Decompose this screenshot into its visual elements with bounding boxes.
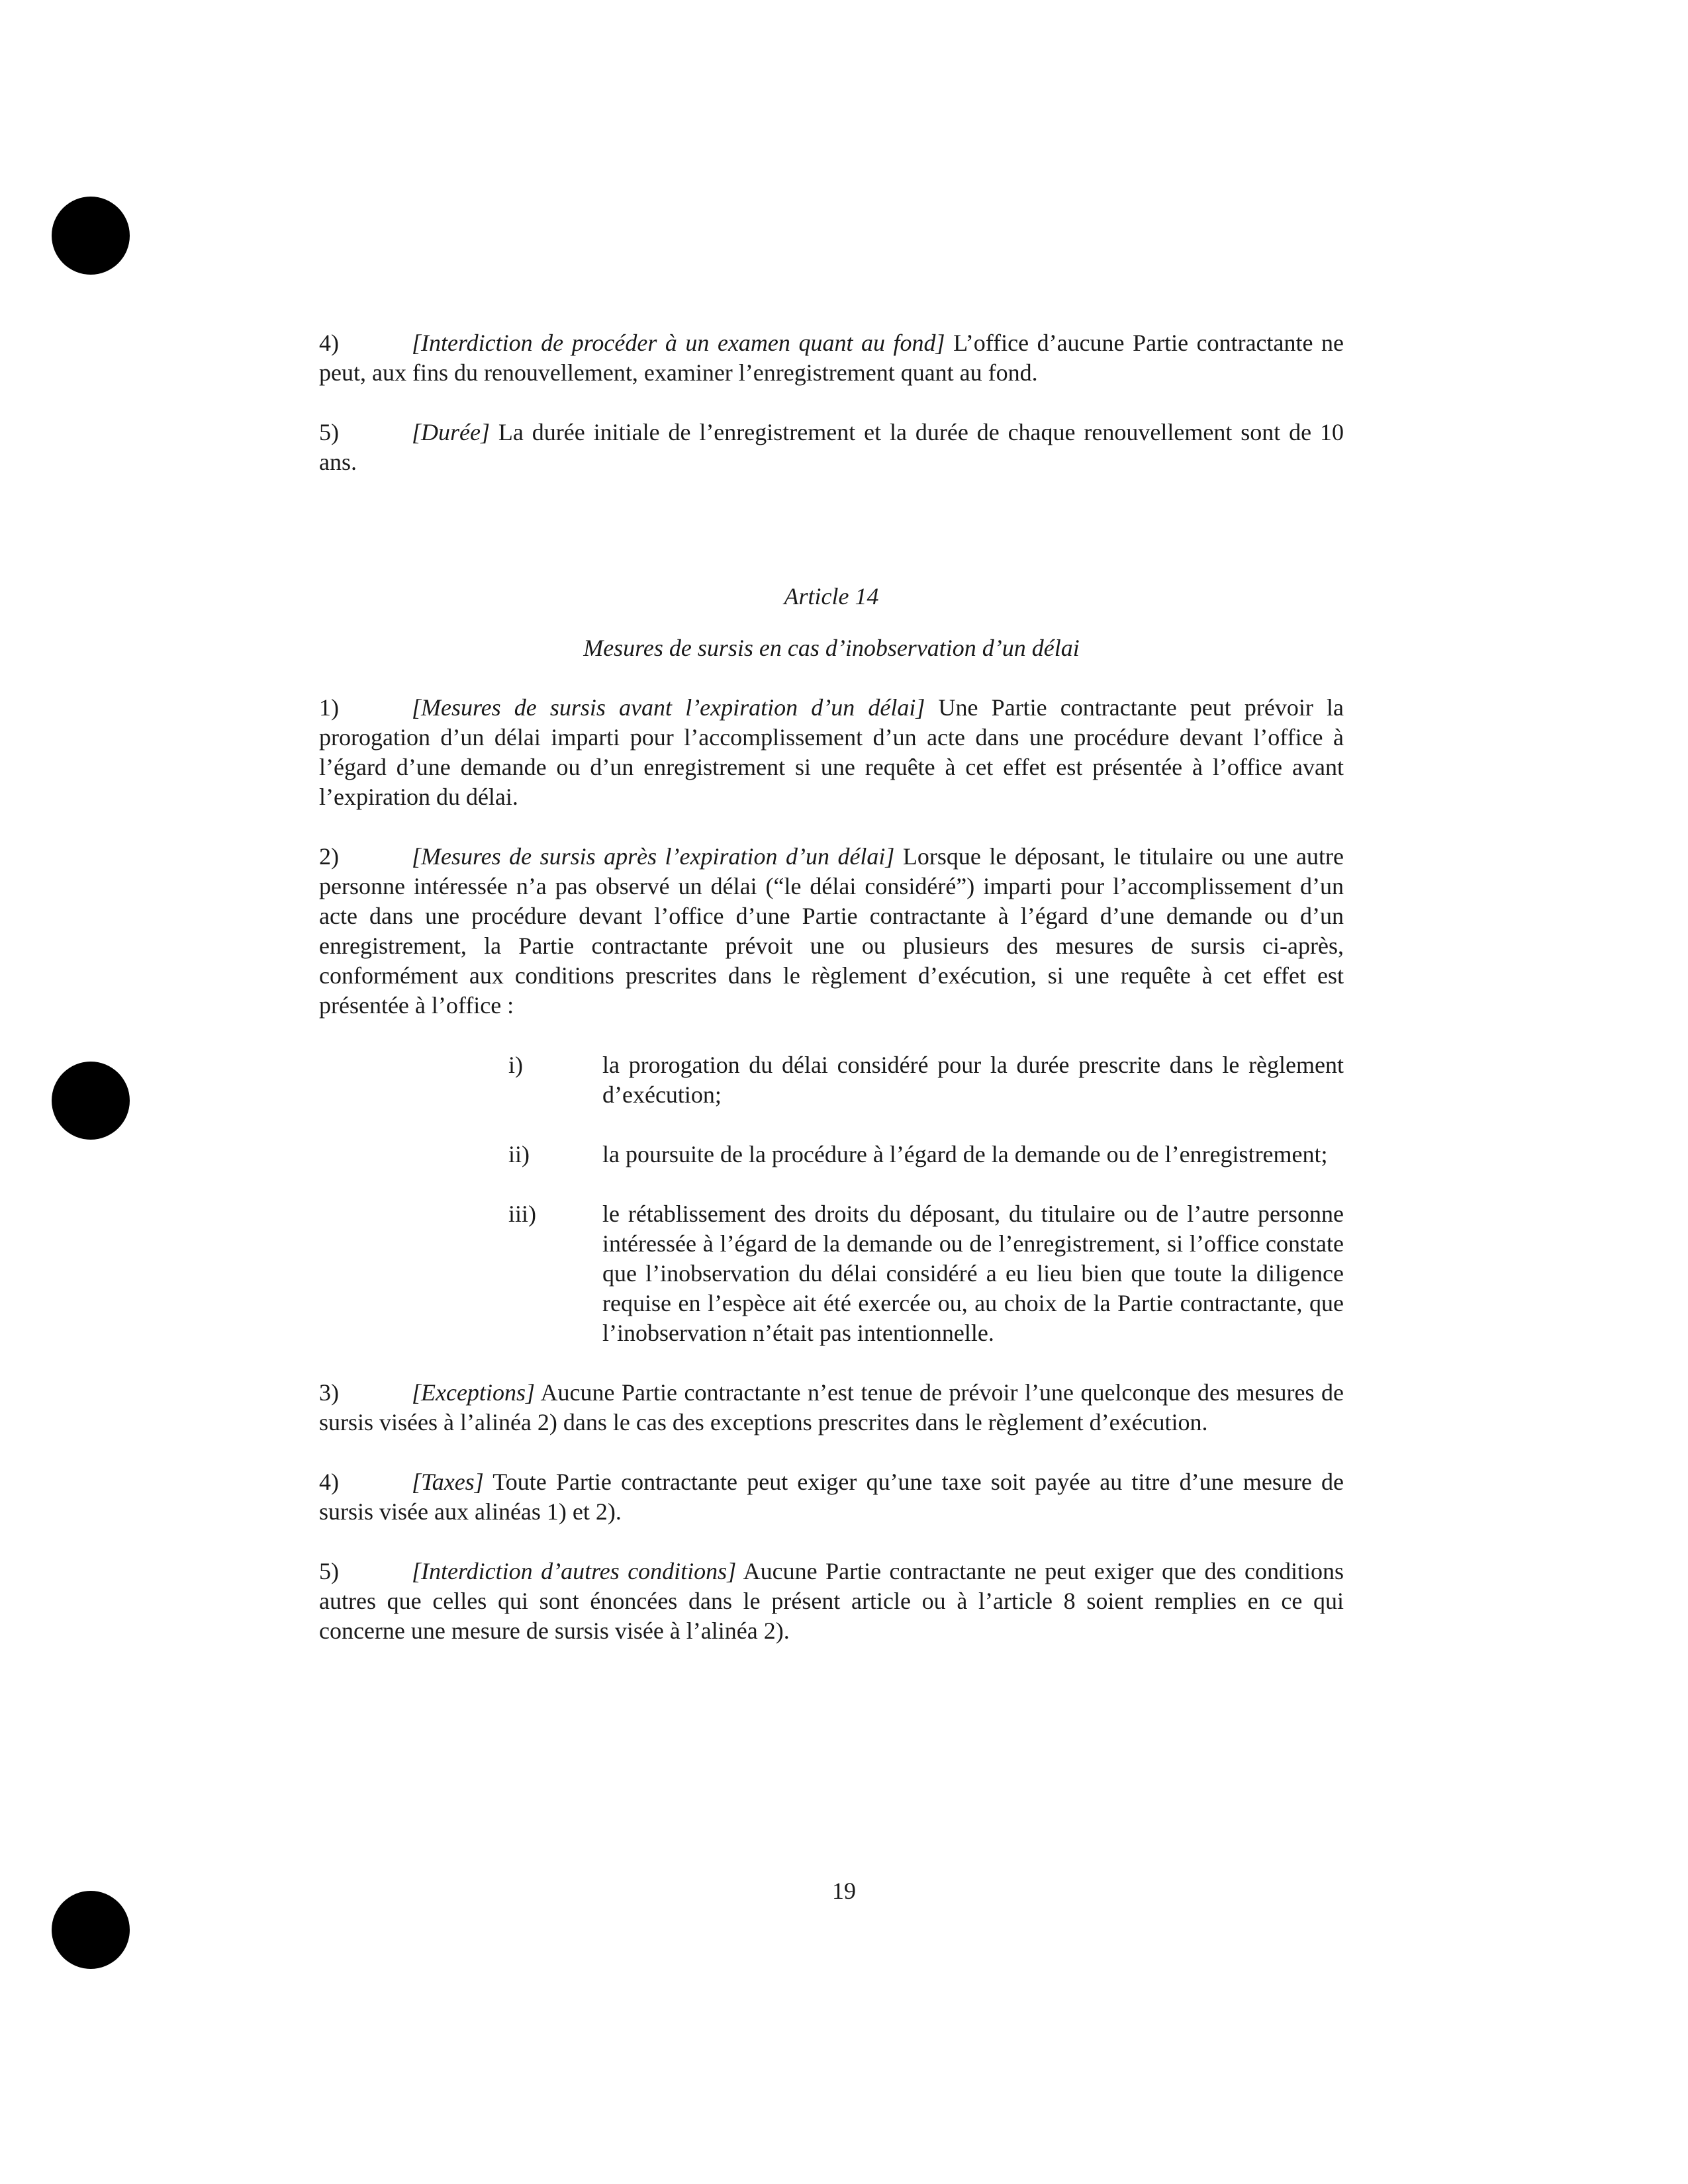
paragraph-4-fees (319, 1467, 1344, 1527)
paragraph-text: Aucune Partie contractante ne peut exiger que des conditions autres que celles qui sont énoncées dans le présent article ou à l’article 8 soient remplies en ce qui concerne une mesure de sursis visée à l’alinéa 2). (319, 1558, 1344, 1644)
list-item (319, 1050, 1344, 1110)
paragraph-number: 5) (319, 1558, 339, 1584)
paragraph-number: 2) (319, 843, 339, 870)
punch-hole-middle (52, 1062, 130, 1140)
list-item (319, 1199, 1344, 1348)
paragraph-number: 1) (319, 694, 339, 721)
paragraph-text: La durée initiale de l’enregistrement et la durée de chaque renouvellement sont de 10 ans. (319, 419, 1344, 475)
list-item-text: le rétablissement des droits du déposant, du titulaire ou de l’autre personne intéressée à l’égard de la demande ou de l’enregistrement, si l’office constate que l’inobservation du délai considéré a eu lieu bien que toute la diligence requise en l’espèce ait été exercée ou, au choix de la Partie contractante, que l’inobservation n’était pas intentionnelle. (602, 1201, 1344, 1346)
paragraph-heading: [Interdiction de procéder à un examen quant au fond] (412, 330, 945, 356)
list-item-text: la poursuite de la procédure à l’égard de la demande ou de l’enregistrement; (602, 1141, 1328, 1167)
article-number: Article 14 (784, 583, 879, 610)
relief-measures-list (319, 1050, 1344, 1348)
page-number: 19 (832, 1878, 856, 1904)
paragraph-heading: [Taxes] (412, 1469, 484, 1495)
paragraph-1-relief-before-expiry (319, 693, 1344, 812)
list-item-label: iii) (508, 1201, 536, 1227)
paragraph-text: Aucune Partie contractante n’est tenue de prévoir l’une quelconque des mesures de sursis visées à l’alinéa 2) dans le cas des exceptions prescrites dans le règlement d’exécution. (319, 1379, 1344, 1435)
paragraph-text: L’office d’aucune Partie contractante ne peut, aux fins du renouvellement, examiner l’enregistrement quant au fond. (319, 330, 1344, 386)
paragraph-text: Toute Partie contractante peut exiger qu’une taxe soit payée au titre d’une mesure de sursis visée aux alinéas 1) et 2). (319, 1469, 1344, 1525)
paragraph-number: 4) (319, 1469, 339, 1495)
list-item-text: la prorogation du délai considéré pour la durée prescrite dans le règlement d’exécution; (602, 1052, 1344, 1108)
paragraph-number: 3) (319, 1379, 339, 1406)
paragraph-5-prohibition-other-requirements (319, 1557, 1344, 1646)
paragraph-number: 5) (319, 419, 339, 445)
punch-hole-top (52, 197, 130, 275)
paragraph-2-relief-after-expiry (319, 842, 1344, 1021)
paragraph-heading: [Interdiction d’autres conditions] (412, 1558, 737, 1584)
paragraph-text: Une Partie contractante peut prévoir la prorogation d’un délai imparti pour l’accomplissement d’un acte dans une procédure devant l’office à l’égard d’une demande ou d’un enregistrement si une requête à cet effet est présentée à l’office avant l’expiration du délai. (319, 694, 1344, 810)
paragraph-heading: [Exceptions] (412, 1379, 535, 1406)
paragraph-4-substantive-examination (319, 328, 1344, 388)
paragraph-heading: [Mesures de sursis avant l’expiration d’un délai] (412, 694, 925, 721)
paragraph-heading: [Mesures de sursis après l’expiration d’un délai] (412, 843, 895, 870)
article-title: Mesures de sursis en cas d’inobservation d’un délai (583, 635, 1080, 661)
paragraph-number: 4) (319, 330, 339, 356)
paragraph-3-exceptions (319, 1378, 1344, 1437)
list-item (319, 1140, 1344, 1169)
paragraph-text: Lorsque le déposant, le titulaire ou une autre personne intéressée n’a pas observé un délai (“le délai considéré”) imparti pour l’accomplissement d’un acte dans une procédure devant l’office d’une Partie contractante à l’égard d’une demande ou d’un enregistrement, la Partie contractante prévoit une ou plusieurs des mesures de sursis ci-après, conformément aux conditions prescrites dans le règlement d’exécution, si une requête à cet effet est présentée à l’office : (319, 843, 1344, 1019)
list-item-label: ii) (508, 1141, 530, 1167)
paragraph-5-duration (319, 418, 1344, 477)
document-body (319, 328, 1344, 1676)
paragraph-heading: [Durée] (412, 419, 490, 445)
list-item-label: i) (508, 1052, 523, 1078)
